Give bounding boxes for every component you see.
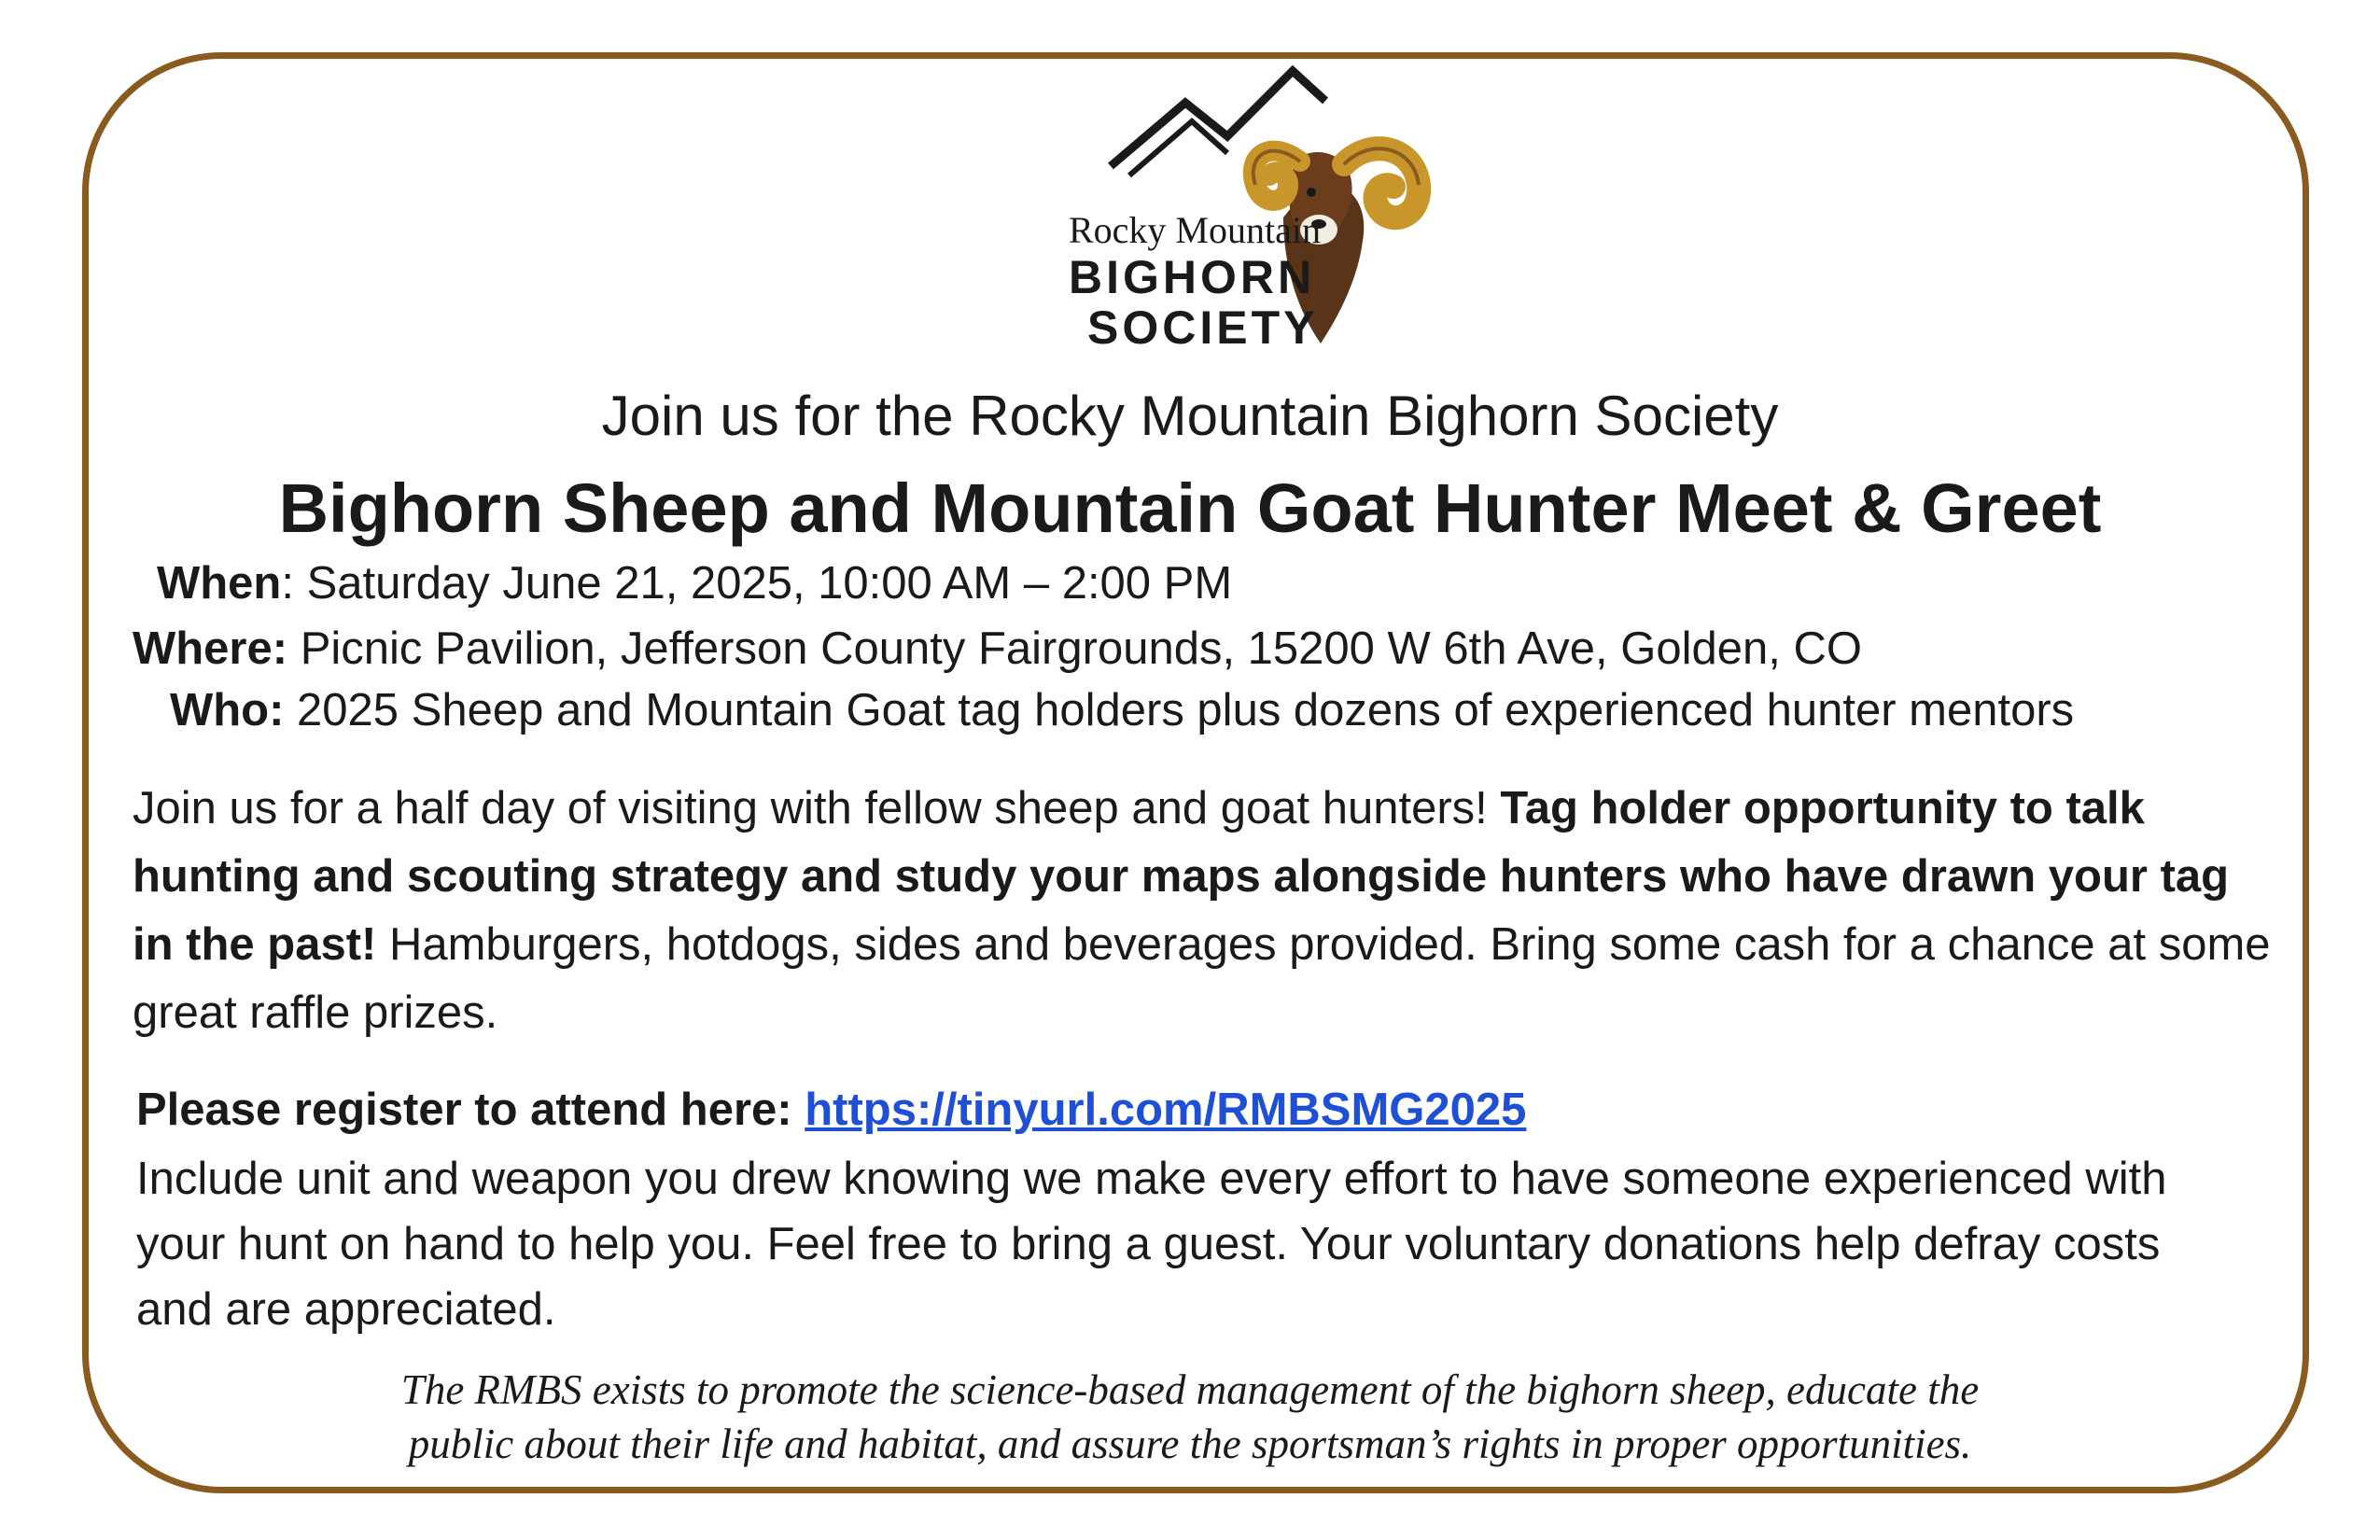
when-colon: : [281,558,294,609]
event-description [133,775,2279,1047]
logo-line2: BIGHORN [1069,251,1316,303]
register-link[interactable]: https://tinyurl.com/RMBSMG2025 [805,1085,1527,1135]
where-value: Picnic Pavilion, Jefferson County Fairgrounds, 15200 W 6th Ave, Golden, CO [287,623,1862,674]
register-line [136,1081,1526,1139]
mission-statement [0,1363,2380,1471]
include-note: Include unit and weapon you drew knowing we make every effort to have someone experienced with your hunt on hand to help you. Feel free to bring a guest. Your voluntary donations help defray costs and are appreciated. [136,1154,2167,1335]
logo-line3: SOCIETY [1087,301,1319,354]
intro-line: Join us for the Rocky Mountain Bighorn Society [601,385,1779,447]
event-headline: Bighorn Sheep and Mountain Goat Hunter Meet & Greet [278,469,2102,547]
who-value: 2025 Sheep and Mountain Goat tag holders plus dozens of experienced hunter mentors [284,685,2075,735]
where-label: Where: [133,623,288,674]
detail-who [170,681,2074,739]
when-value: Saturday June 21, 2025, 10:00 AM – 2:00 PM [294,558,1233,609]
detail-when [157,554,1232,612]
description-end: Hamburgers, hotdogs, sides and beverages provided. Bring some cash for a chance at some great raffle prizes. [133,919,2271,1038]
detail-where [133,620,1862,678]
who-label: Who: [170,685,285,735]
when-label: When [157,558,282,609]
mission-line2: public about their life and habitat, and assure the sportsman’s rights in proper opportunities. [408,1421,1972,1467]
bighorn-ram-icon [947,63,1451,362]
logo-line1: Rocky Mountain [1069,209,1321,251]
description-start: Join us for a half day of visiting with fellow sheep and goat hunters! [133,783,1501,833]
register-label: Please register to attend here: [136,1085,805,1135]
rmbs-logo [947,63,1451,362]
description-bold: Tag holder opportunity to talk hunting and scouting strategy and study your maps alongside hunters who have drawn your tag in the past! [133,783,2230,970]
mission-line1: The RMBS exists to promote the science-based management of the bighorn sheep, educate the [400,1366,1980,1413]
